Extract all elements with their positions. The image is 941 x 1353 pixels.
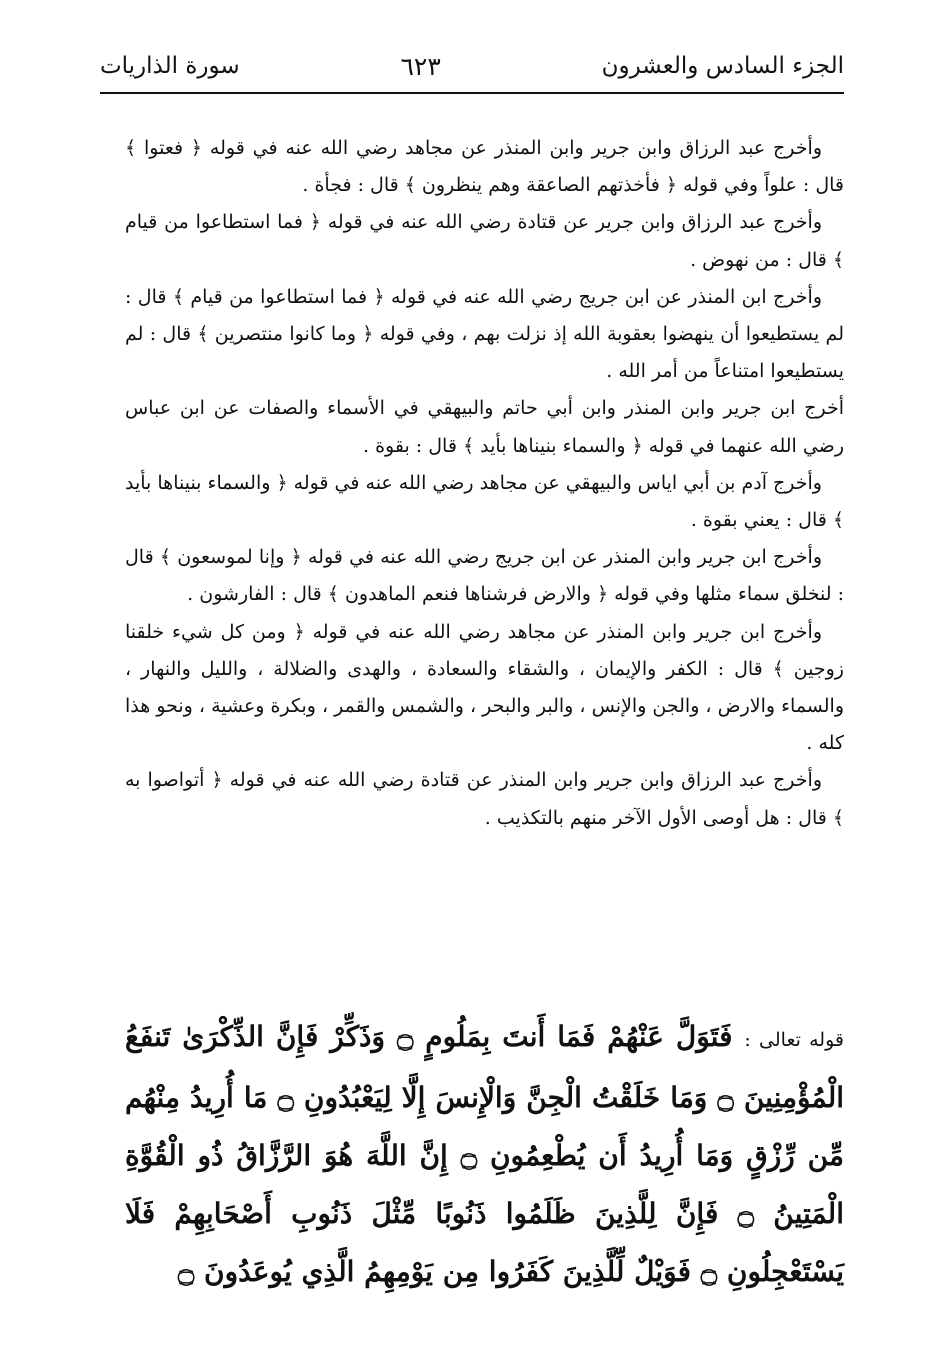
paragraph: أخرج ابن جرير وابن المنذر وابن أبي حاتم والبيهقي في الأسماء والصفات عن ابن عباس رضي الله عنهما في قوله ﴿ والسماء بنيناها بأيد ﴾ قال : بقوة . — [125, 397, 844, 457]
paragraph: وأخرج عبد الرزاق وابن جرير وابن المنذر عن مجاهد رضي الله عنه في قوله ﴿ فعتوا ﴾ قال : علواً وفي قوله ﴿ فأخذتهم الصاعقة وهم ينظرون ﴾ قال : فجأة . — [125, 137, 844, 197]
paragraph: وأخرج عبد الرزاق وابن جرير وابن المنذر عن قتادة رضي الله عنه في قوله ﴿ أتواصوا به ﴾ قال : هل أوصى الأول الآخر منهم بالتكذيب . — [125, 769, 844, 829]
header-divider — [100, 92, 844, 94]
paragraph: وأخرج ابن المنذر عن ابن جريج رضي الله عنه في قوله ﴿ فما استطاعوا من قيام ﴾ قال : لم يستطيعوا أن ينهضوا بعقوبة الله إذ نزلت بهم ، وفي قوله ﴿ وما كانوا منتصرين ﴾ قال : لم يستطيعوا امتناعاً من أمر الله . — [125, 285, 844, 383]
page-header — [100, 46, 844, 86]
verse-text: فَتَوَلَّ عَنْهُمْ فَمَا أَنتَ بِمَلُومٍ ۝ وَذَكِّرْ فَإِنَّ الذِّكْرَىٰ تَنفَعُ الْمُؤْمِنِينَ ۝ وَمَا خَلَقْتُ الْجِنَّ وَالْإِنسَ إِلَّا لِيَعْبُدُونِ ۝ مَا أُرِيدُ مِنْهُم مِّن رِّزْقٍ وَمَا أُرِيدُ أَن يُطْعِمُونِ ۝ إِنَّ اللَّهَ هُوَ الرَّزَّاقُ ذُو الْقُوَّةِ الْمَتِينُ ۝ فَإِنَّ لِلَّذِينَ ظَلَمُوا ذَنُوبًا مِّثْلَ ذَنُوبِ أَصْحَابِهِمْ فَلَا يَسْتَعْجِلُونِ ۝ فَوَيْلٌ لِّلَّذِينَ كَفَرُوا مِن يَوْمِهِمُ الَّذِي يُوعَدُونَ ۝ — [125, 1020, 845, 1288]
paragraph: وأخرج آدم بن أبي اياس والبيهقي عن مجاهد رضي الله عنه في قوله ﴿ والسماء بنيناها بأيد ﴾ قال : يعني بقوة . — [125, 471, 844, 532]
quran-verse-block — [125, 1008, 844, 1301]
juz-title: الجزء السادس والعشرون — [601, 53, 844, 79]
paragraph: وأخرج عبد الرزاق وابن جرير عن قتادة رضي الله عنه في قوله ﴿ فما استطاعوا من قيام ﴾ قال : من نهوض . — [125, 211, 844, 271]
page-number: ٦٢٣ — [400, 51, 441, 81]
verse-intro: قوله تعالى : — [744, 1029, 844, 1051]
commentary-text — [125, 130, 844, 837]
paragraph: وأخرج ابن جرير وابن المنذر عن ابن جريج رضي الله عنه في قوله ﴿ وإنا لموسعون ﴾ قال : لنخلق سماء مثلها وفي قوله ﴿ والارض فرشناها فنعم الماهدون ﴾ قال : الفارشون . — [125, 546, 844, 606]
surah-title: سورة الذاريات — [100, 53, 240, 79]
paragraph: وأخرج ابن جرير وابن المنذر عن مجاهد رضي الله عنه في قوله ﴿ ومن كل شيء خلقنا زوجين ﴾ قال : الكفر والإيمان ، والشقاء والسعادة ، والهدى والضلالة ، والليل والنهار ، والسماء والارض ، والجن والإنس ، والبر والبحر ، والشمس والقمر ، وبكرة وعشية ، ونحو هذا كله . — [125, 620, 844, 755]
